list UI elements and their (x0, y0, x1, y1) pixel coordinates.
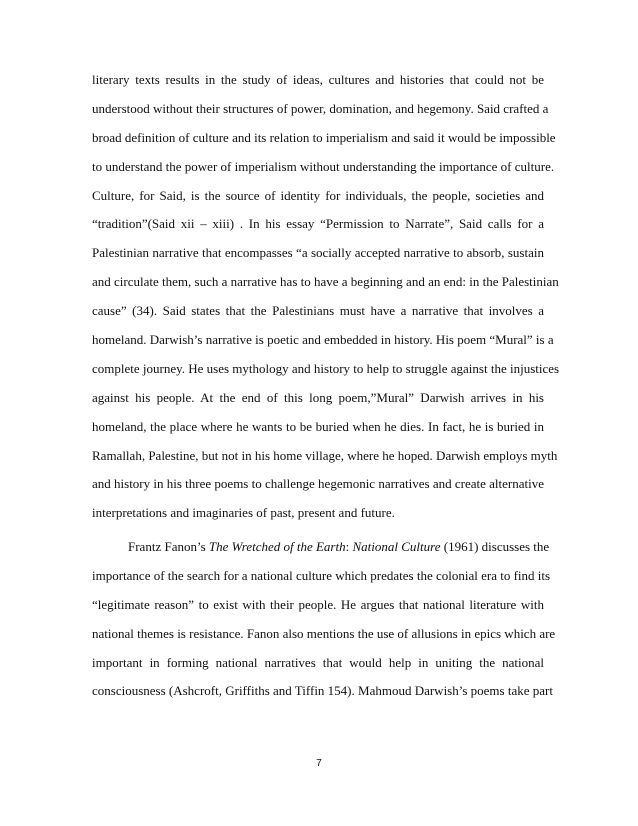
book-subtitle: National Culture (352, 539, 441, 554)
text-line: Culture, for Said, is the source of identity for individuals, the people, societies and (92, 187, 544, 203)
text-line: broad definition of culture and its relation to imperialism and said it would be impossible (92, 129, 556, 145)
text-line: homeland. Darwish’s narrative is poetic and embedded in history. His poem “Mural” is a (92, 332, 554, 348)
text-line: complete journey. He uses mythology and history to help to struggle against the injustices (92, 360, 560, 376)
paragraph-said-culture (92, 66, 560, 528)
text-line: Ramallah, Palestine, but not in his home village, where he hoped. Darwish employs myth (92, 447, 558, 463)
paragraph-fanon-national-culture (92, 533, 556, 706)
text-line: “tradition”(Said xii – xiii) . In his essay “Permission to Narrate”, Said calls for a (92, 216, 544, 232)
text-line: to understand the power of imperialism without understanding the importance of culture. (92, 158, 555, 174)
text-run: Frantz Fanon’s (128, 539, 209, 554)
page-number: 7 (316, 758, 322, 769)
text-line: and circulate them, such a narrative has to have a beginning and an end: in the Palestinian (92, 274, 559, 290)
text-line: Palestinian narrative that encompasses “a socially accepted narrative to absorb, sustain (92, 245, 544, 261)
text-run: : (345, 539, 353, 554)
text-line: understood without their structures of power, domination, and hegemony. Said crafted a (92, 100, 549, 116)
text-line: consciousness (Ashcroft, Griffiths and Tiffin 154). Mahmoud Darwish’s poems take part (92, 683, 553, 699)
text-line: homeland, the place where he wants to be buried when he dies. In fact, he is buried in (92, 418, 544, 434)
text-line: interpretations and imaginaries of past, present and future. (92, 505, 395, 521)
book-title: The Wretched of the Earth (208, 539, 346, 554)
text-line: important in forming national narratives that would help in uniting the national (92, 654, 544, 670)
text-line: cause” (34). Said states that the Palestinians must have a narrative that involves a (92, 303, 544, 319)
text-line-first (92, 533, 550, 562)
text-line: “legitimate reason” to exist with their people. He argues that national literature with (92, 596, 544, 612)
text-line: importance of the search for a national culture which predates the colonial era to find its (92, 567, 551, 583)
text-run: (1961) discusses the (440, 539, 550, 554)
text-line: literary texts results in the study of ideas, cultures and histories that could not be (92, 72, 544, 87)
text-line: national themes is resistance. Fanon also mentions the use of allusions in epics which are (92, 625, 556, 641)
text-line: against his people. At the end of this long poem,”Mural” Darwish arrives in his (92, 389, 544, 405)
text-line: and history in his three poems to challenge hegemonic narratives and create alternative (92, 476, 544, 492)
